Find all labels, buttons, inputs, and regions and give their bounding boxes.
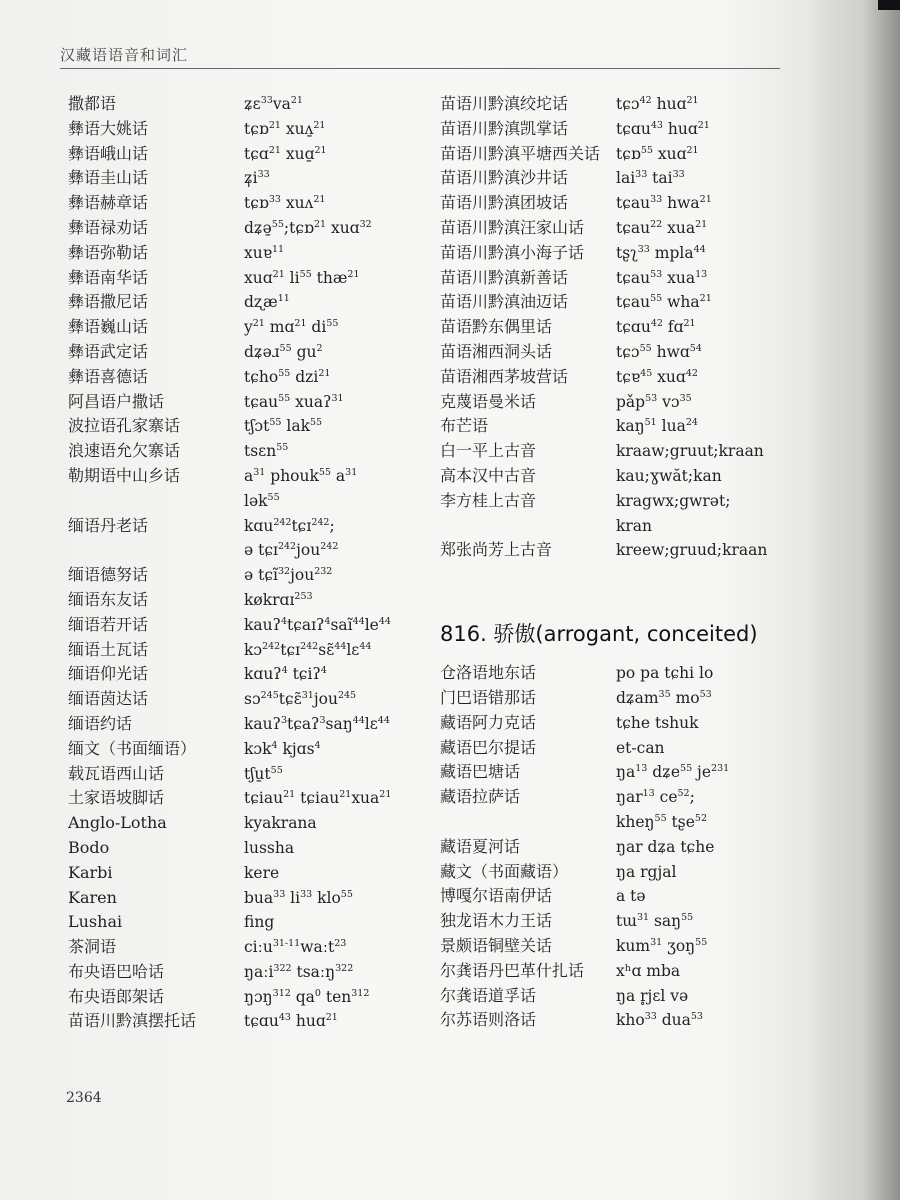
language-name: 缅语若开话 <box>68 614 149 634</box>
language-name: 仓洛语地东话 <box>440 663 537 683</box>
entry-row <box>440 266 780 291</box>
word-form: xuɑ$^{21}$ $li^{55}$ thæ$^{21}$ <box>244 268 360 287</box>
language-name: Anglo-Lotha <box>68 813 167 833</box>
language-name: Bodo <box>68 837 110 857</box>
entry-row <box>68 563 418 588</box>
language-name: 苗语黔东偶里话 <box>440 317 553 337</box>
word-form: kɑu$^{242}$tɕɪ$^{242}$; <box>244 516 335 535</box>
entry-row <box>68 191 418 216</box>
entry-row <box>68 290 418 315</box>
word-form: ŋar dʑa tɕhe <box>616 837 715 856</box>
word-form: køkrɑɪ$^{253}$ <box>244 590 313 609</box>
word-form: ə tɕĩ$^{32}$jou$^{232}$ <box>244 565 333 585</box>
language-name: 白一平上古音 <box>440 441 537 461</box>
entry-row <box>68 340 418 365</box>
entry-row <box>440 711 780 736</box>
language-name: 缅文（书面缅语） <box>68 738 197 758</box>
language-name: 彝语禄劝话 <box>68 217 149 237</box>
entry-row <box>440 785 780 810</box>
entry-row <box>440 439 780 464</box>
entry-row <box>68 588 418 613</box>
entry-row <box>68 910 418 935</box>
language-name: 尔龚语丹巴革什扎话 <box>440 960 585 980</box>
word-form: tɕɐ$^{45}$ xuɑ$^{42}$ <box>616 367 698 386</box>
language-name: 载瓦语西山话 <box>68 763 165 783</box>
word-form: ŋar$^{13}$ $ce^{52}$; <box>616 787 695 807</box>
word-form: xʰɑ mba <box>616 961 681 980</box>
word-form: kɔ$^{242}$tɕɪ$^{242}$sɛ̃$^{44}$lɛ$^{44}$ <box>244 640 372 659</box>
entry-row <box>68 414 418 439</box>
entry-row <box>68 241 418 266</box>
entry-row <box>440 216 780 241</box>
language-name: 苗语川黔滇汪家山话 <box>440 217 585 237</box>
language-name: 缅语约话 <box>68 713 133 733</box>
word-form: tɕɒ$^{55}$ xuɑ$^{21}$ <box>616 144 699 163</box>
language-name: 苗语湘西茅坡营话 <box>440 366 569 386</box>
entry-row <box>68 613 418 638</box>
entry-row <box>68 811 418 836</box>
entry-row <box>68 886 418 911</box>
language-name: 苗语川黔滇沙井话 <box>440 168 569 188</box>
language-name: 缅语茵达话 <box>68 689 149 709</box>
language-name: 苗语川黔滇凯掌话 <box>440 118 569 138</box>
word-form: tɕau$^{33}$ hwa$^{21}$ <box>616 194 712 213</box>
language-name: 克蔑语曼米话 <box>440 391 537 411</box>
language-name <box>440 514 616 539</box>
word-form: $a^{31}$ phouk$^{55}$ $a^{31}$ <box>244 466 358 485</box>
word-form: tsɛn$^{55}$ <box>244 441 289 461</box>
entry-row <box>440 984 780 1009</box>
word-form: tɕau$^{55}$ wha$^{21}$ <box>616 293 712 312</box>
header-rule <box>60 68 780 69</box>
language-name: 苗语川黔滇平塘西关话 <box>440 143 601 163</box>
entry-row <box>68 216 418 241</box>
entry-row <box>440 365 780 390</box>
language-name: 藏语拉萨话 <box>440 787 521 807</box>
entry-row <box>68 712 418 737</box>
word-form: tɕɑu$^{43}$ huɑ$^{21}$ <box>244 1012 338 1031</box>
left-column <box>68 92 418 1034</box>
entry-row <box>440 117 780 142</box>
language-name: 缅语德努话 <box>68 565 149 585</box>
entry-row <box>68 390 418 415</box>
entry-row <box>440 315 780 340</box>
language-name: 苗语川黔滇新善话 <box>440 267 569 287</box>
word-form: tɕau$^{22}$ xua$^{21}$ <box>616 218 708 237</box>
language-name: 藏语巴塘话 <box>440 762 521 782</box>
word-form: kran <box>616 516 653 535</box>
word-form: kɔk$^4$ kjɑs$^4$ <box>244 739 321 758</box>
word-form: dʑam$^{35}$ $mo^{53}$ <box>616 688 712 707</box>
language-name: 布央语巴哈话 <box>68 961 165 981</box>
entry-row <box>68 266 418 291</box>
entry-row <box>68 166 418 191</box>
word-form: $ʑɛ^{33}va^{21}$ <box>244 94 303 113</box>
word-form: lək$^{55}$ <box>244 491 280 510</box>
entry-row <box>440 538 780 563</box>
entry-row <box>440 92 780 117</box>
entry-row <box>440 340 780 365</box>
entry-row <box>440 934 780 959</box>
word-form: dʑəɹ$^{55}$ $gu^2$ <box>244 342 323 361</box>
entry-row <box>68 687 418 712</box>
language-name: 藏语巴尔提话 <box>440 737 537 757</box>
language-name: Karbi <box>68 862 113 882</box>
language-name: 缅语丹老话 <box>68 515 149 535</box>
word-form: tɕau$^{53}$ xua$^{13}$ <box>616 268 708 287</box>
entry-row <box>440 489 780 514</box>
entry-row <box>68 117 418 142</box>
word-form: kragwx;gwrət; <box>616 491 731 510</box>
word-form: tɕɒ$^{33}$ xuʌ$^{21}$ <box>244 194 326 213</box>
language-name: 阿昌语户撒话 <box>68 391 165 411</box>
language-name: 苗语川黔滇绞坨话 <box>440 94 569 113</box>
language-name <box>440 810 616 835</box>
entry-row <box>440 909 780 934</box>
entry-row <box>440 860 780 885</box>
language-name: 彝语大姚话 <box>68 118 149 138</box>
word-form: $kauʔ^4tɕaɪʔ^4saĩ^{44}le^{44}$ <box>244 615 391 634</box>
section-title: 816. 骄傲(arrogant, conceited) <box>440 622 758 647</box>
language-name: 布芒语 <box>440 416 489 436</box>
entry-row <box>440 464 780 489</box>
entry-row <box>440 414 780 439</box>
entry-row <box>68 935 418 960</box>
language-name: 缅语土瓦话 <box>68 639 149 659</box>
language-name: 苗语湘西洞头话 <box>440 341 553 361</box>
entry-row <box>68 985 418 1010</box>
language-name: 波拉语孔家寨话 <box>68 416 181 436</box>
language-name: 撒都语 <box>68 94 117 113</box>
word-form: kho$^{33}$ dua$^{53}$ <box>616 1011 703 1030</box>
word-form: kheŋ$^{55}$ tʂe$^{52}$ <box>616 812 708 831</box>
language-name: 缅语仰光话 <box>68 664 149 684</box>
language-name: 缅语东友话 <box>68 589 149 609</box>
language-name: 浪速语允欠寨话 <box>68 441 181 461</box>
entry-row <box>440 191 780 216</box>
entry-row <box>68 861 418 886</box>
word-form: po pa tɕhi lo <box>616 664 714 683</box>
language-name: 布央语郎架话 <box>68 986 165 1006</box>
language-name: 土家语坡脚话 <box>68 788 165 808</box>
language-name: 尔苏语则洛话 <box>440 1010 537 1030</box>
language-name: 彝语弥勒话 <box>68 242 149 262</box>
word-form: tɕau$^{55}$ xuaʔ$^{31}$ <box>244 392 344 411</box>
language-name: 李方桂上古音 <box>440 490 537 510</box>
word-form: ŋa r̥jɛl və <box>616 986 689 1005</box>
word-form: tɕho$^{55}$ dzi$^{21}$ <box>244 367 331 386</box>
word-form: a tə <box>616 887 646 906</box>
word-form: tɯ$^{31}$ saŋ$^{55}$ <box>616 911 694 931</box>
language-name: 藏语阿力克话 <box>440 712 537 732</box>
entry-row <box>68 365 418 390</box>
language-name: 独龙语木力王话 <box>440 911 553 931</box>
entry-row <box>68 538 418 563</box>
language-name: 苗语川黔滇摆托话 <box>68 1011 197 1031</box>
language-name: Karen <box>68 887 117 907</box>
word-form: ə tɕɪ$^{242}$jou$^{242}$ <box>244 541 339 560</box>
entry-row <box>440 760 780 785</box>
word-form: kum$^{31}$ ʒoŋ$^{55}$ <box>616 936 708 955</box>
language-name <box>68 489 244 514</box>
language-name: 尔龚语道孚话 <box>440 985 537 1005</box>
word-form: fing <box>244 913 275 932</box>
word-form: ciːu$^{31-11}$waːt$^{23}$ <box>244 937 347 957</box>
language-name: 门巴语错那话 <box>440 687 537 707</box>
language-name: Lushai <box>68 912 123 932</box>
word-form: et-can <box>616 738 665 757</box>
entry-row <box>68 737 418 762</box>
corner-shadow <box>878 0 900 10</box>
word-form: tɕiau$^{21}$ tɕiau$^{21}$xua$^{21}$ <box>244 789 392 808</box>
word-form: kaŋ$^{51}$ lua$^{24}$ <box>616 417 698 436</box>
language-name: 苗语川黔滇小海子话 <box>440 242 585 262</box>
language-name: 彝语峨山话 <box>68 143 149 163</box>
language-name: 郑张尚芳上古音 <box>440 540 553 560</box>
word-form: ŋaːi$^{322}$ tsaːŋ$^{322}$ <box>244 962 354 981</box>
word-form: $y^{21}$ mɑ$^{21}$ $di^{55}$ <box>244 318 339 337</box>
language-name: 彝语喜德话 <box>68 366 149 386</box>
language-name: 彝语巍山话 <box>68 317 149 337</box>
language-name: 彝语赫章话 <box>68 193 149 213</box>
entry-row <box>68 489 418 514</box>
word-form: tʂʅ$^{33}$ mpla$^{44}$ <box>616 243 706 262</box>
entry-row <box>440 166 780 191</box>
language-name: 苗语川黔滇油迈话 <box>440 292 569 312</box>
entry-row <box>440 884 780 909</box>
word-form: kyakrana <box>244 814 317 833</box>
word-form: $ʑ̩i^{33}$ <box>244 169 270 188</box>
entry-row <box>440 241 780 266</box>
language-name: 藏文（书面藏语） <box>440 861 569 881</box>
word-form: $tʃu̱t^{55}$ <box>244 764 283 783</box>
book-spine-shadow <box>805 0 900 1200</box>
word-form: tɕɔ$^{55}$ hwɑ$^{54}$ <box>616 342 702 361</box>
entry-row <box>68 1009 418 1034</box>
word-form: tʃɔt$^{55}$ lak$^{55}$ <box>244 417 323 436</box>
language-name: 藏语夏河话 <box>440 836 521 856</box>
word-form: tɕɑu$^{43}$ huɑ$^{21}$ <box>616 119 710 138</box>
language-name: 彝语武定话 <box>68 341 149 361</box>
entry-row <box>68 92 418 117</box>
right-column <box>440 92 780 1033</box>
entry-row <box>440 686 780 711</box>
word-form: kreew;gruud;kraan <box>616 541 768 560</box>
word-form: sɔ$^{245}$tɕɛ̃$^{31}$jou$^{245}$ <box>244 689 357 709</box>
entry-row <box>440 810 780 835</box>
word-form: kauʔ$^3$tɕaʔ$^3$saŋ$^{44}$lɛ$^{44}$ <box>244 714 390 733</box>
word-form: kɑuʔ$^4$ tɕiʔ$^4$ <box>244 665 327 684</box>
word-form: bua$^{33}$ $li^{33}$ klo$^{55}$ <box>244 888 353 907</box>
language-name: 彝语撒尼话 <box>68 292 149 312</box>
section-spacer <box>440 563 780 619</box>
entry-row <box>68 439 418 464</box>
entry-row <box>68 960 418 985</box>
language-name <box>68 538 244 563</box>
entry-row <box>440 959 780 984</box>
entry-row <box>68 786 418 811</box>
entry-row <box>440 514 780 539</box>
language-name: 苗语川黔滇团坡话 <box>440 193 569 213</box>
entry-row <box>440 736 780 761</box>
language-name: 景颇语铜壁关话 <box>440 935 553 955</box>
word-form: lussha <box>244 838 295 857</box>
entry-row <box>68 762 418 787</box>
word-form: kere <box>244 863 280 882</box>
entry-row <box>440 142 780 167</box>
language-name: 彝语南华话 <box>68 267 149 287</box>
entry-row <box>68 464 418 489</box>
word-form: ŋɔŋ$^{312}$ $qa^0$ ten$^{312}$ <box>244 987 370 1006</box>
word-form: tɕɑ$^{21}$ xuɑ̱$^{21}$ <box>244 144 327 163</box>
word-form: dʑə̱$^{55}$;tɕɒ$^{21}$ xuɑ$^{32}$ <box>244 218 372 237</box>
word-form: tɕhe tshuk <box>616 713 699 732</box>
entry-row <box>68 315 418 340</box>
right-column-entries <box>440 92 780 563</box>
word-form: ŋa rgjal <box>616 862 677 881</box>
language-name: 博嘎尔语南伊话 <box>440 886 553 906</box>
word-form: tɕɑu$^{42}$ fɑ$^{21}$ <box>616 318 696 337</box>
word-form: kraaw;gruut;kraan <box>616 442 764 461</box>
running-head: 汉藏语语音和词汇 <box>60 46 189 64</box>
entry-row <box>68 836 418 861</box>
word-form: $ŋa^{13}$ dʑe$^{55}$ $je^{231}$ <box>616 763 730 782</box>
word-form: xuɐ$^{11}$ <box>244 243 285 262</box>
word-form: tɕɒ$^{21}$ xuʌ̱$^{21}$ <box>244 119 326 138</box>
page-number: 2364 <box>66 1090 102 1106</box>
entry-row <box>440 390 780 415</box>
entry-row <box>68 662 418 687</box>
section-entries <box>440 661 780 1033</box>
entry-row <box>68 638 418 663</box>
entry-row <box>68 514 418 539</box>
word-form: kau;ɣwăt;kan <box>616 466 722 485</box>
word-form: lai$^{33}$ tai$^{33}$ <box>616 169 685 188</box>
entry-row <box>440 661 780 686</box>
language-name: 高本汉中古音 <box>440 465 537 485</box>
word-form: tɕɔ$^{42}$ huɑ$^{21}$ <box>616 94 699 113</box>
language-name: 勒期语中山乡话 <box>68 465 181 485</box>
entry-row <box>68 142 418 167</box>
language-name: 茶洞语 <box>68 937 117 957</box>
word-form: pǎp$^{53}$ vɔ$^{35}$ <box>616 392 692 411</box>
entry-row <box>440 835 780 860</box>
word-form: dʐæ$^{11}$ <box>244 293 290 312</box>
language-name: 彝语圭山话 <box>68 168 149 188</box>
entry-row <box>440 1008 780 1033</box>
entry-row <box>440 290 780 315</box>
